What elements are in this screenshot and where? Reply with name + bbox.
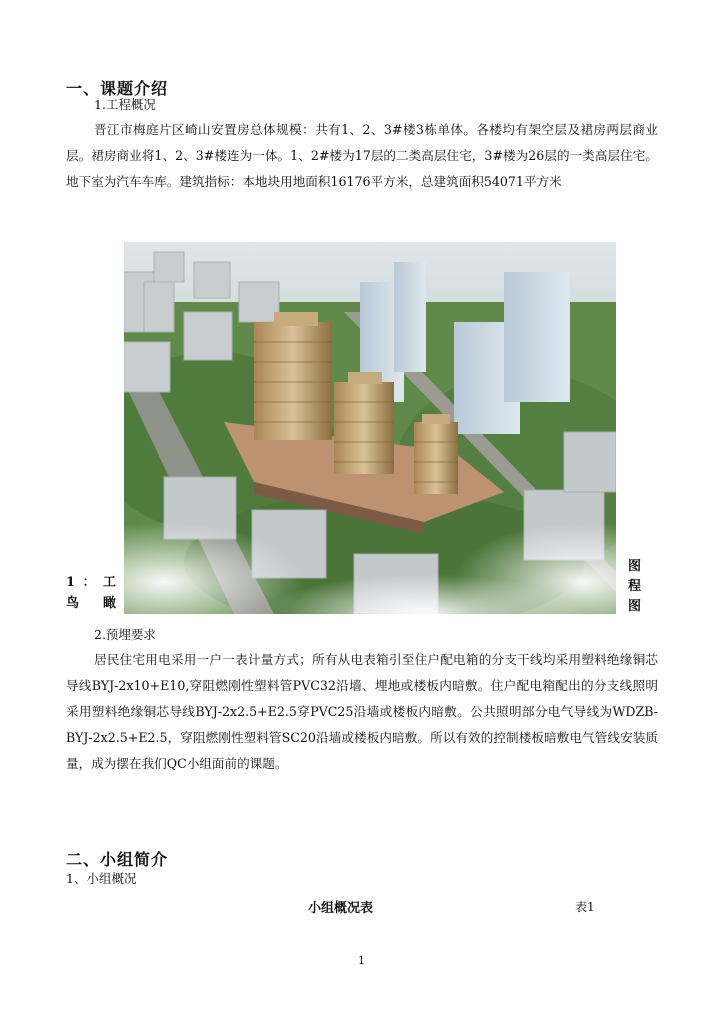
caption-char: 程 xyxy=(628,579,642,594)
project-overview-paragraph xyxy=(66,117,658,195)
subheading-team-overview: 1、小组概况 xyxy=(66,871,137,886)
subheading-project-overview: 1.工程概况 xyxy=(94,97,156,112)
caption-char: 工 xyxy=(102,575,116,590)
section-heading-intro: 一、课题介绍 xyxy=(66,79,169,98)
embedding-requirements-text: 居民住宅用电采用一户一表计量方式；所有从电表箱引至住户配电箱的分支干线均采用塑料绝缘铜芯导线BYJ-2x10+E10,穿阻燃刚性塑料管PVC32沿墙、埋地或楼板内暗敷。住户配电箱配出的分支线照明采用塑料绝缘铜芯导线BYJ-2x2.5+E2.5穿PVC25沿墙或楼板内暗敷。公共照明部分电气导线为WDZB-BYJ-2x2.5+E2.5，穿阻燃刚性塑料管SC20沿墙或楼板内暗敷。所以有效的控制楼板暗敷电气管线安装质量，成为摆在我们QC小组面前的课题。 xyxy=(66,652,658,771)
table-number: 表1 xyxy=(575,900,595,914)
caption-char: 图 xyxy=(628,559,642,574)
caption-char: 瞰 xyxy=(102,596,116,611)
page-number: 1 xyxy=(358,954,365,967)
caption-char: 图 xyxy=(628,599,642,614)
section-heading-team: 二、小组简介 xyxy=(66,850,169,869)
project-overview-text: 晋江市梅庭片区崎山安置房总体规模：共有1、2、3#楼3栋单体。各楼均有架空层及裙房两层商业层。裙房商业将1、2、3#楼连为一体。1、2#楼为17层的二类高层住宅，3#楼为26层的一类高层住宅。地下室为汽车车库。建筑指标：本地块用地面积16176平方米，总建筑面积54071平方米 xyxy=(66,122,658,189)
aerial-view-image xyxy=(124,242,616,614)
caption-char: 1 xyxy=(66,575,76,590)
caption-char: ： xyxy=(82,575,96,590)
caption-char: 鸟 xyxy=(66,596,80,611)
figure-caption-right xyxy=(628,557,644,617)
embedding-requirements-paragraph xyxy=(66,647,658,777)
subheading-embedding-requirements: 2.预埋要求 xyxy=(94,627,156,642)
figure-caption-left xyxy=(66,572,116,614)
table-title: 小组概况表 xyxy=(308,901,374,916)
